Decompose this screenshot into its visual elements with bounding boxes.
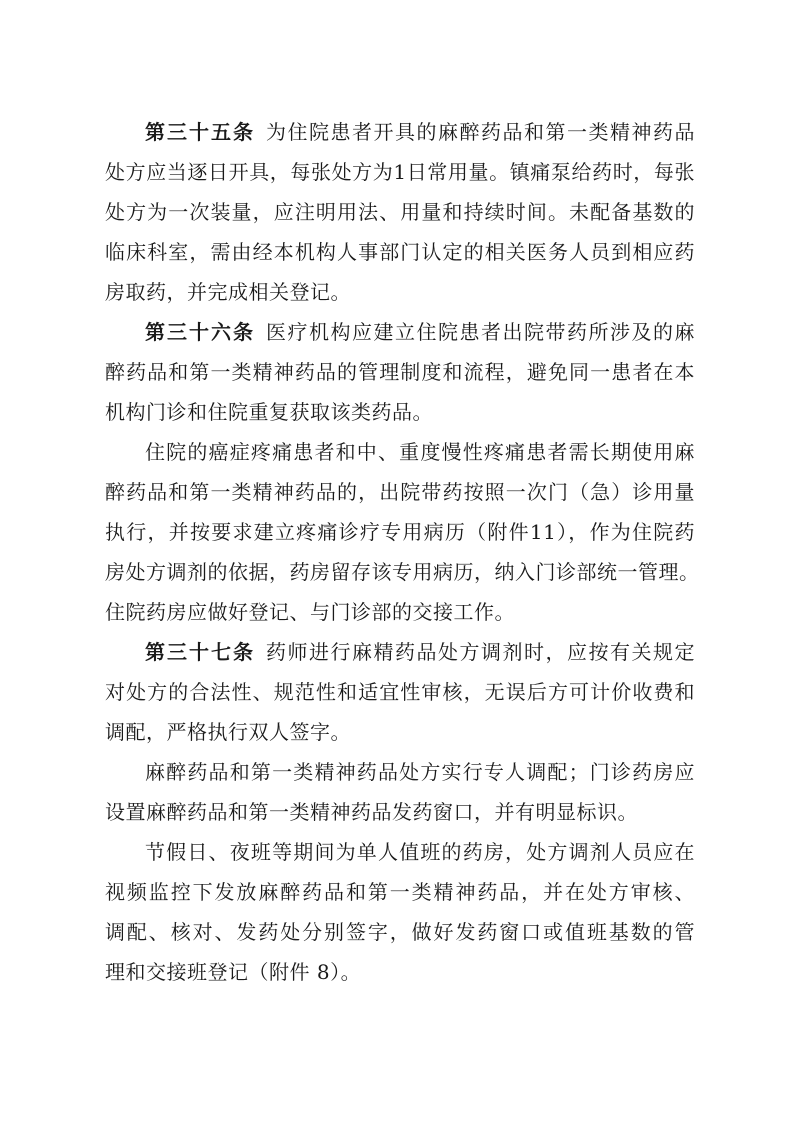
article-heading: 第三十七条 xyxy=(145,640,255,664)
art36b-line-3: 执行，并按要求建立疼痛诊疗专用病历（附件11），作为住院药 xyxy=(105,520,695,544)
art35-line-5: 房取药，并完成相关登记。 xyxy=(105,280,351,304)
art35-line-2: 处方应当逐日开具，每张处方为1日常用量。镇痛泵给药时，每张 xyxy=(105,160,695,184)
art36b-line-2: 醉药品和第一类精神药品的，出院带药按照一次门（急）诊用量 xyxy=(105,480,695,504)
art35-line-3: 处方为一次装量，应注明用法、用量和持续时间。未配备基数的 xyxy=(105,200,695,224)
art36-line-1: 第三十六条 医疗机构应建立住院患者出院带药所涉及的麻 xyxy=(145,320,695,344)
art37-line-3: 调配，严格执行双人签字。 xyxy=(105,720,351,744)
art35-line-1: 第三十五条 为住院患者开具的麻醉药品和第一类精神药品 xyxy=(145,120,695,144)
art36-line-2: 醉药品和第一类精神药品的管理制度和流程，避免同一患者在本 xyxy=(105,360,695,384)
art37c-line-1: 节假日、夜班等期间为单人值班的药房，处方调剂人员应在 xyxy=(145,840,695,864)
art37c-line-3: 调配、核对、发药处分别签字，做好发药窗口或值班基数的管 xyxy=(105,920,695,944)
art37b-line-2: 设置麻醉药品和第一类精神药品发药窗口，并有明显标识。 xyxy=(105,800,638,824)
art37-line-2: 对处方的合法性、规范性和适宜性审核，无误后方可计价收费和 xyxy=(105,680,695,704)
art36-line-3: 机构门诊和住院重复获取该类药品。 xyxy=(105,400,433,424)
article-heading: 第三十五条 xyxy=(145,120,255,144)
art36b-line-1: 住院的癌症疼痛患者和中、重度慢性疼痛患者需长期使用麻 xyxy=(145,440,695,464)
art37c-line-2: 视频监控下发放麻醉药品和第一类精神药品，并在处方审核、 xyxy=(105,880,695,904)
art37b-line-1: 麻醉药品和第一类精神药品处方实行专人调配；门诊药房应 xyxy=(145,760,695,784)
article-heading: 第三十六条 xyxy=(145,320,255,344)
art35-line-4: 临床科室，需由经本机构人事部门认定的相关医务人员到相应药 xyxy=(105,240,695,264)
art36b-line-5: 住院药房应做好登记、与门诊部的交接工作。 xyxy=(105,600,515,624)
art36b-line-4: 房处方调剂的依据，药房留存该专用病历，纳入门诊部统一管理。 xyxy=(105,560,700,584)
art37-line-1: 第三十七条 药师进行麻精药品处方调剂时，应按有关规定 xyxy=(145,640,695,664)
art37c-line-4: 理和交接班登记（附件 8）。 xyxy=(105,960,362,984)
